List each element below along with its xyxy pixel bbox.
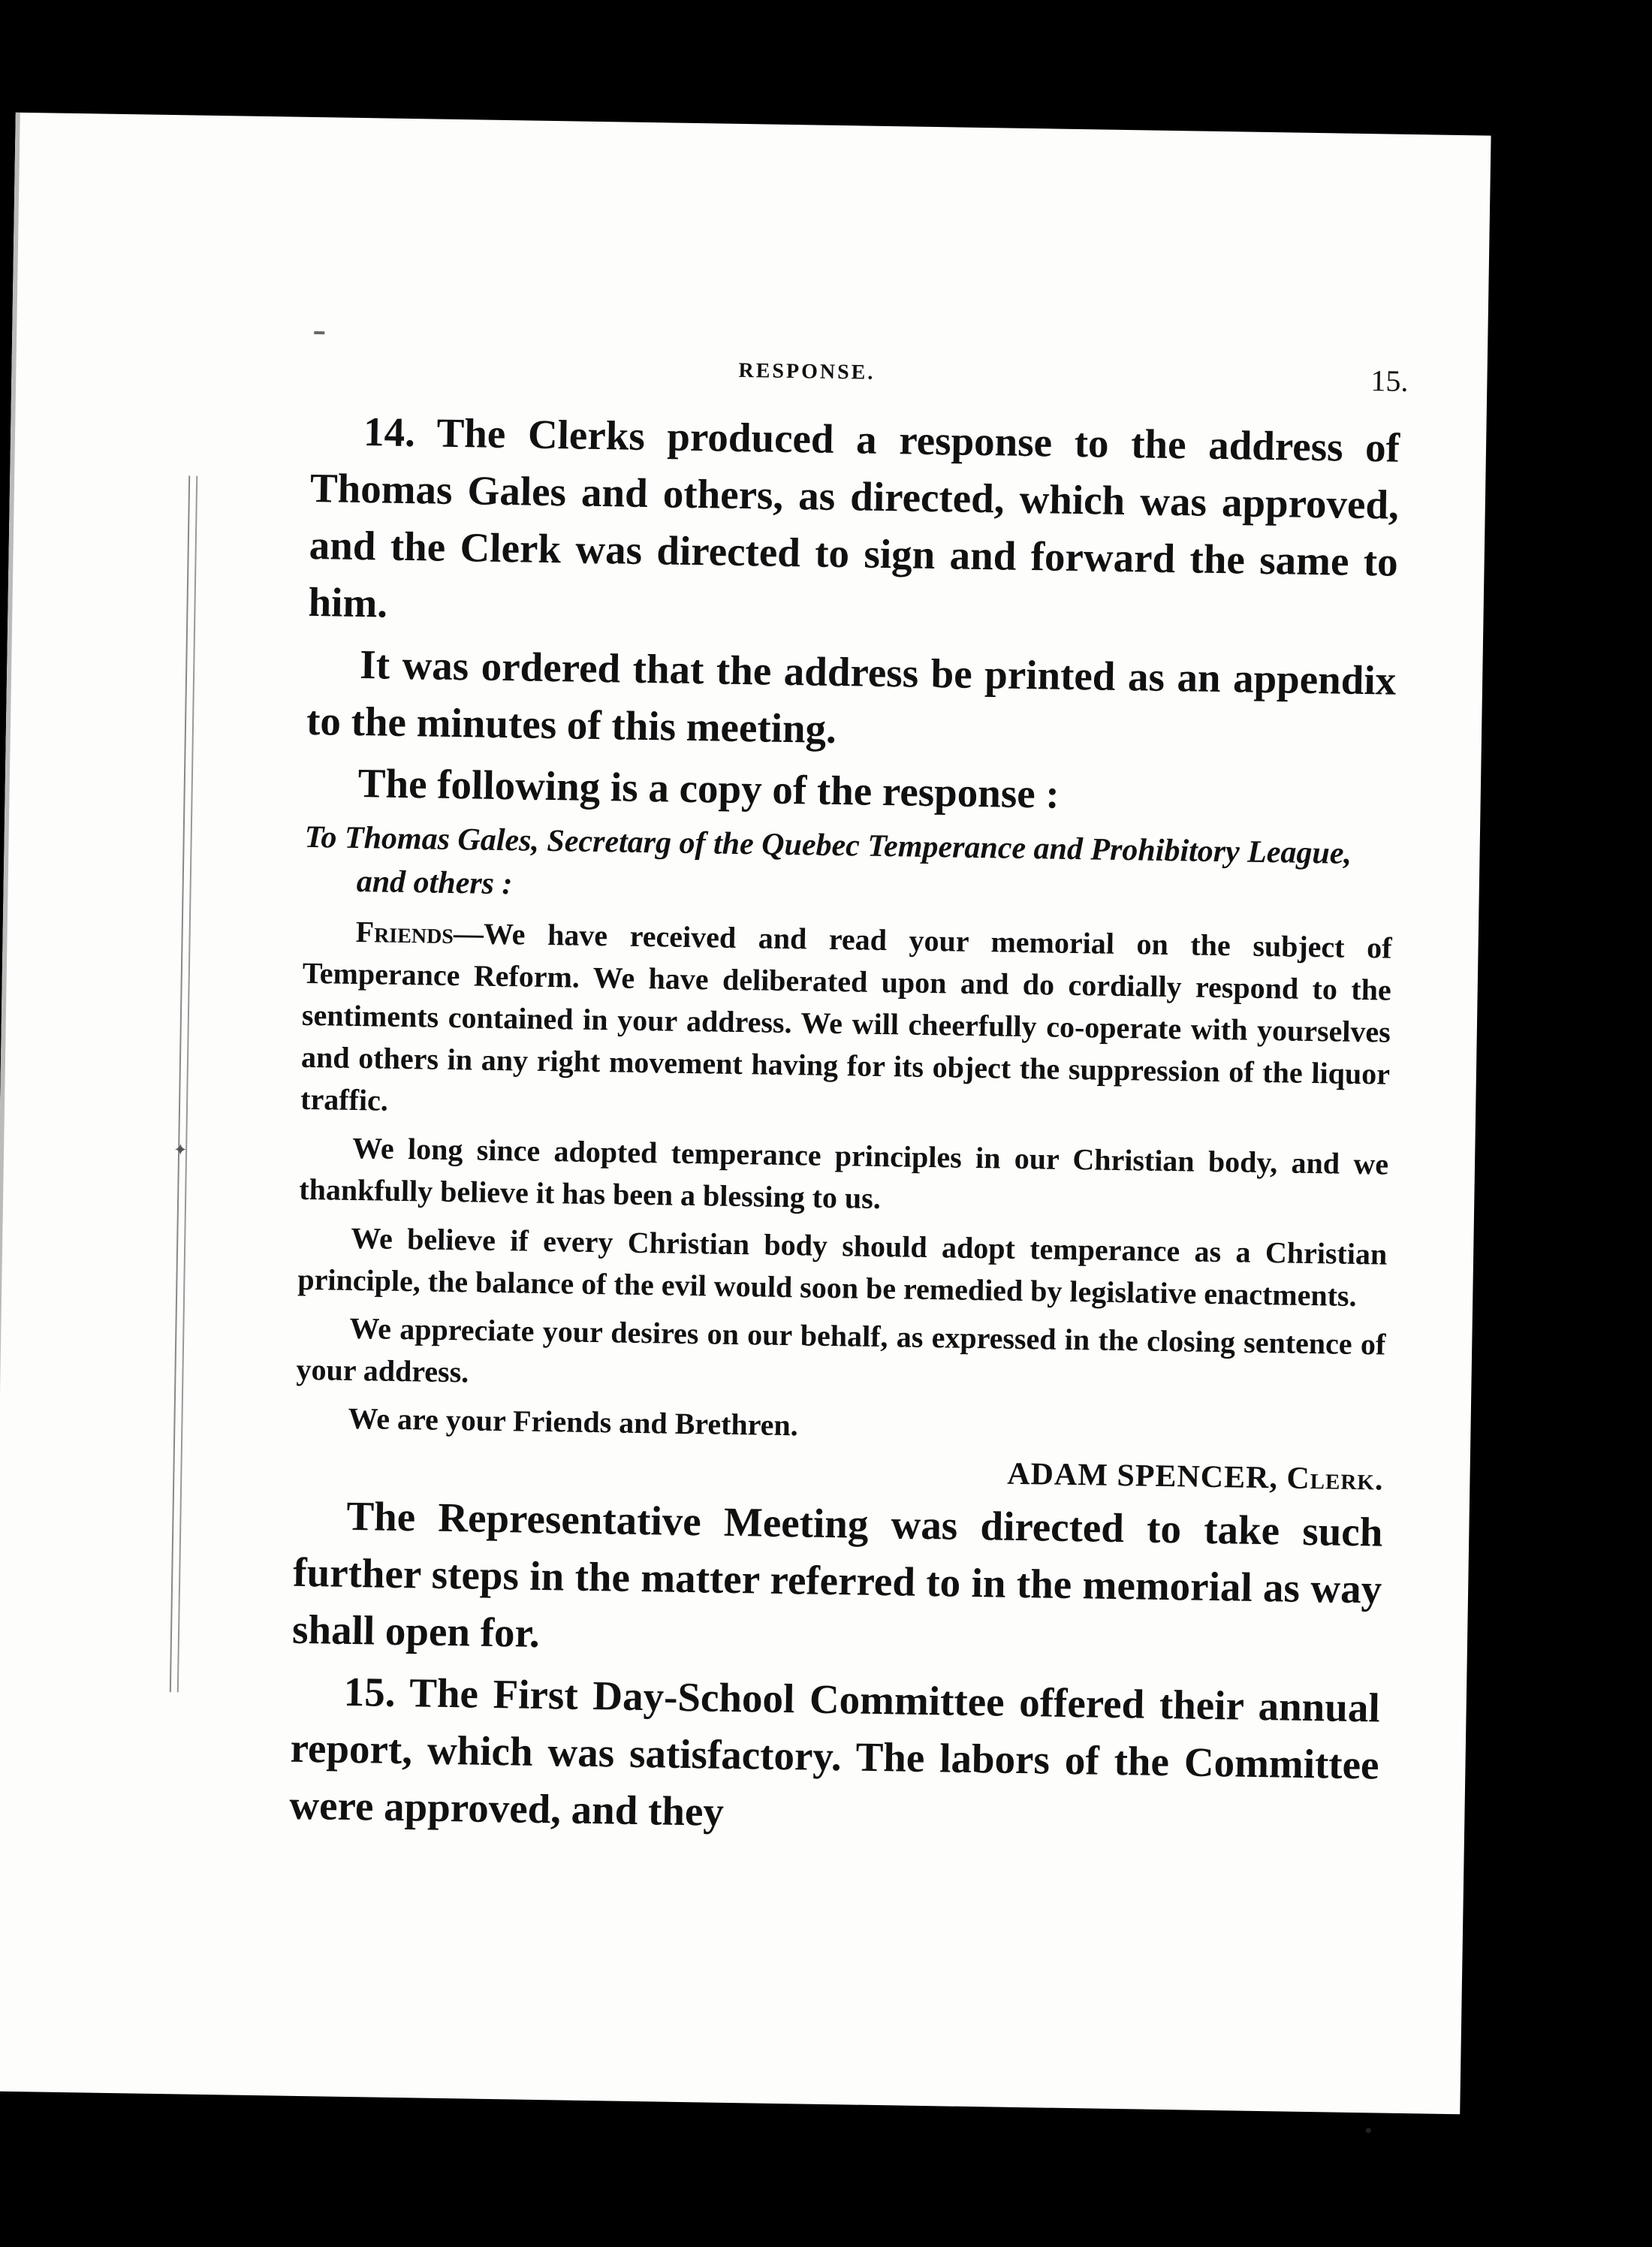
letter-paragraph-1-text: —We have received and read your memorial on the subject of Temperance Reform. We have deliberated upon and do cordially respond to the sentiments contained in your address. We will cheerfully co-operate with yourselves and others in any right movement having for its object the suppression of the liquor traffic.: [300, 916, 1392, 1117]
fold-mark-icon: ✦: [173, 1140, 188, 1160]
letter-closing: We are your Friends and Brethren.: [348, 1401, 799, 1443]
page-body: [289, 403, 1400, 1856]
paragraph-15: 15. The First Day-School Committee offered their annual report, which was satisfactory. The labors of the Committee were approved, and they: [288, 1668, 1381, 1835]
paragraph-print-order: It was ordered that the address be printed as an appendix to the minutes of this meeting.: [306, 641, 1397, 752]
letter-paragraph-2: We long since adopted temperance principles in our Christian body, and we thankfully believe it has been a blessing to us.: [298, 1130, 1389, 1216]
paragraph-representative-meeting: The Representative Meeting was directed to take such further steps in the matter referred to in the memorial as way shall open for.: [291, 1492, 1383, 1656]
print-dot: [1366, 2128, 1371, 2133]
page-number: 15.: [1370, 363, 1409, 398]
page-fold-line: [170, 475, 197, 1692]
letter-paragraph-4: We appreciate your desires on our behalf, as expressed in the closing sentence of your address.: [296, 1310, 1386, 1389]
signature-title: Clerk.: [1286, 1461, 1384, 1497]
signature-name: ADAM SPENCER,: [1006, 1456, 1279, 1496]
letter-paragraph-3: We believe if every Christian body should adopt temperance as a Christian principle, the balance of the evil would soon be remedied by legislative enactments.: [297, 1220, 1388, 1313]
print-mark: [314, 331, 324, 334]
paragraph-14: 14. The Clerks produced a response to the address of Thomas Gales and others, as directed, which was approved, and the Clerk was directed to sign and forward the same to him.: [308, 409, 1400, 626]
paragraph-copy-intro: The following is a copy of the response :: [357, 760, 1060, 817]
page-header: [327, 346, 1409, 409]
running-title: RESPONSE.: [738, 358, 876, 385]
letter-paragraph-1: [300, 910, 1392, 1138]
book-page: [0, 113, 1491, 2115]
letter-salutation: Friends: [355, 914, 454, 951]
letter-addressee: To Thomas Gales, Secretarg of the Quebec Temperance and Prohibitory League, and others :: [304, 819, 1352, 902]
